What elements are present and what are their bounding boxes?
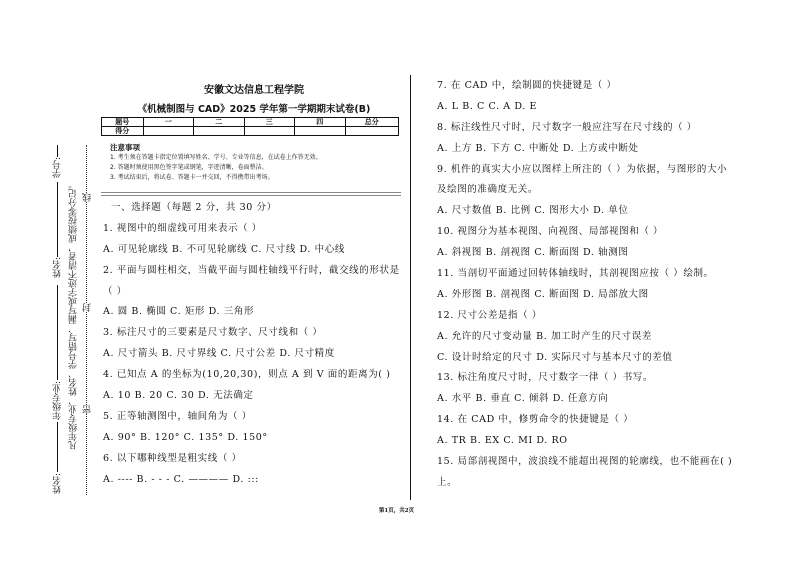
exam-notes: [110, 143, 322, 183]
question-options: A. 允许的尺寸变动量 B. 加工时产生的尺寸误差: [437, 330, 652, 342]
question-stem: 7. 在 CAD 中，绘制圆的快捷键是（ ）: [437, 80, 617, 91]
seal-char: 封: [83, 303, 93, 312]
score-input-cell: [295, 127, 345, 136]
question-stem: 上。: [437, 476, 458, 488]
question-stem: 9. 机件的真实大小应以图样上所注的（ ）为依据，与图形的大小: [437, 163, 728, 175]
score-cell: 四: [295, 118, 345, 127]
score-input-cell: [194, 127, 244, 136]
question-options: A. 圆 B. 椭圆 C. 矩形 D. 三角形: [103, 306, 255, 318]
question-stem: 10. 视图分为基本视图、向视图、局部视图和（ ）: [437, 226, 664, 238]
question-options: A. L B. C C. A D. E: [437, 100, 538, 112]
margin-line: [57, 145, 58, 157]
school-name: 安徽文达信息工程学院: [204, 85, 304, 96]
score-cell: 得分: [102, 127, 144, 136]
section-heading: 一、选择题（每题 2 分，共 30 分）: [111, 202, 277, 213]
question-options: A. 90° B. 120° C. 135° D. 150°: [103, 431, 268, 443]
question-stem: 11. 当剖切平面通过回转体轴线时，其剖视图应按（ ）绘制。: [437, 268, 714, 280]
question-stem: 1. 视图中的细虚线可用来表示（ ）: [103, 222, 262, 234]
question-options: A. 上方 B. 下方 C. 中断处 D. 上方或中断处: [437, 142, 639, 154]
score-table-header-row: [102, 118, 399, 127]
question-stem: 15. 局部剖视图中，波浪线不能超出视图的轮廓线，也不能画在( ): [437, 456, 733, 468]
score-cell: 三: [244, 118, 294, 127]
question-stem: 12. 尺寸公差是指（ ）: [437, 309, 542, 321]
question-options: A. 可见轮廓线 B. 不可见轮廓线 C. 尺寸线 D. 中心线: [103, 243, 345, 255]
question-options: A. 斜视图 B. 剖视图 C. 断面图 D. 轴测图: [437, 247, 629, 259]
student-id-field: [57, 182, 58, 257]
score-table: [101, 117, 399, 136]
bottom-name-label: 姓名:: [53, 473, 63, 495]
question-options: A. ---- B. - - - C. ———— D. :::: [103, 473, 259, 485]
question-stem: 2. 平面与圆柱相交，当截平面与圆柱轴线平行时，截交线的形状是: [103, 264, 400, 276]
name-field: [57, 285, 58, 380]
question-options: A. 外形图 B. 剖视图 C. 断面图 D. 局部放大图: [437, 288, 649, 300]
question-options: C. 设计时给定的尺寸 D. 实际尺寸与基本尺寸的差值: [437, 351, 673, 363]
left-column: [103, 198, 400, 490]
right-column: [437, 76, 732, 494]
note-item: 1. 考生须在答题卡指定位置填写姓名、学号、专业等信息，在试卷上作答无效。: [110, 154, 322, 161]
student-id-label: 学号:: [53, 157, 63, 179]
name-label: 姓名:: [53, 257, 63, 279]
note-item: 2. 答题时须使用黑色签字笔或钢笔，字迹清晰，卷面整洁。: [110, 164, 268, 171]
grade-major-label: 年级专业:: [53, 381, 63, 421]
page-footer: 第1页，共2页: [378, 508, 415, 514]
question-stem: 14. 在 CAD 中，修剪命令的快捷键是（ ）: [437, 414, 634, 426]
question-options: A. 尺寸箭头 B. 尺寸界线 C. 尺寸公差 D. 尺寸精度: [103, 348, 335, 360]
question-options: A. 10 B. 20 C. 30 D. 无法确定: [103, 390, 254, 402]
score-input-cell: [244, 127, 294, 136]
question-stem: 5. 正等轴测图中，轴间角为（ ）: [103, 410, 252, 422]
score-table-score-row: [102, 127, 399, 136]
score-input-cell: [345, 127, 398, 136]
question-options: A. 水平 B. 垂直 C. 倾斜 D. 任意方向: [437, 393, 609, 405]
seal-char: 线: [83, 193, 93, 202]
question-options: A. 尺寸数值 B. 比例 C. 图形大小 D. 单位: [437, 205, 629, 217]
score-cell: 一: [143, 118, 193, 127]
question-stem: 8. 标注线性尺寸时，尺寸数字一般应注写在尺寸线的（ ）: [437, 121, 697, 133]
binding-warning: 凡年级专业、姓名、学号错写、漏写或字迹不清者，成绩按零分记。: [69, 180, 79, 450]
note-item: 3. 考试结束后，将试卷、答题卡一并交回，不得携带出考场。: [110, 174, 274, 181]
seal-char: 密: [83, 405, 93, 414]
score-cell: 题号: [102, 118, 144, 127]
question-stem: 及绘图的准确度无关。: [437, 184, 539, 196]
question-stem: 3. 标注尺寸的三要素是尺寸数字、尺寸线和（ ）: [103, 327, 323, 339]
question-stem: （ ）: [103, 285, 127, 297]
notes-heading: 注意事项: [110, 143, 140, 152]
exam-title: 《机械制图与 CAD》2025 学年第一学期期末试卷(B): [137, 104, 371, 115]
question-stem: 4. 已知点 A 的坐标为(10,20,30)，则点 A 到 V 面的距离为( ): [103, 369, 391, 381]
grade-major-field: [57, 422, 58, 472]
question-options: A. TR B. EX C. MI D. RO: [437, 435, 568, 447]
score-cell: 总分: [345, 118, 398, 127]
section-divider: [101, 192, 401, 196]
score-input-cell: [143, 127, 193, 136]
column-divider: [410, 75, 411, 500]
score-cell: 二: [194, 118, 244, 127]
question-stem: 6. 以下哪种线型是粗实线（ ）: [103, 452, 242, 464]
question-stem: 13. 标注角度尺寸时，尺寸数字一律（ ）书写。: [437, 372, 654, 384]
